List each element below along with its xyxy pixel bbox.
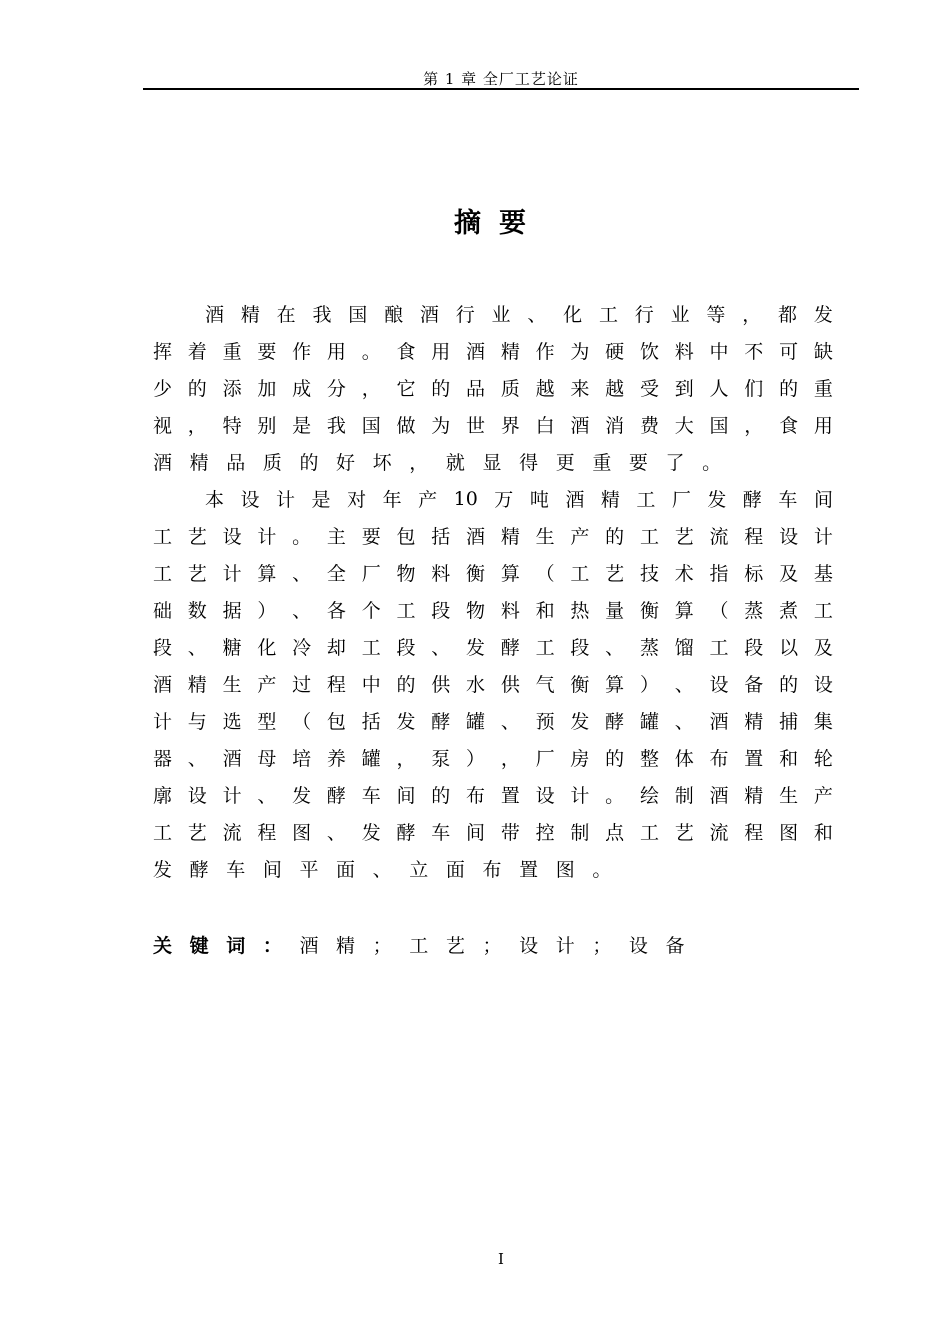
keyword-item: 艺	[445, 935, 465, 957]
abstract-line: 少 的 添 加 成 分 ， 它 的 品 质 越 来 越 受 到 人 们 的 重	[153, 378, 833, 400]
abstract-body	[153, 295, 833, 887]
keyword-separator: ；	[592, 935, 612, 957]
keyword-item: 计	[555, 935, 575, 957]
keyword-item: 设	[519, 935, 539, 957]
abstract-line: 础 数 据 ） 、 各 个 工 段 物 料 和 热 量 衡 算 （ 蒸 煮 工	[153, 600, 833, 622]
abstract-line: 发 酵 车 间 平 面 、 立 面 布 置 图 。	[153, 859, 612, 881]
keywords-label: 键	[189, 935, 209, 957]
abstract-line: 视 ， 特 别 是 我 国 做 为 世 界 白 酒 消 费 大 国 ， 食 用	[153, 415, 833, 437]
abstract-paragraph	[153, 480, 833, 887]
abstract-paragraph	[153, 295, 833, 480]
keyword-separator: ；	[482, 935, 502, 957]
abstract-line: 酒 精 在 我 国 酿 酒 行 业 、 化 工 行 业 等 ， 都 发	[205, 304, 833, 326]
keywords-label: 词	[226, 935, 246, 957]
keywords-label: 关	[153, 935, 173, 957]
abstract-line: 酒 精 品 质 的 好 坏 ， 就 显 得 更 重 要 了 。	[153, 452, 722, 474]
keyword-item: 酒	[299, 935, 319, 957]
keywords-label: ：	[262, 935, 282, 957]
abstract-line: 工 艺 流 程 图 、 发 酵 车 间 带 控 制 点 工 艺 流 程 图 和	[153, 822, 833, 844]
abstract-line: 计 与 选 型 （ 包 括 发 酵 罐 、 预 发 酵 罐 、 酒 精 捕 集	[153, 711, 833, 733]
keyword-item: 备	[665, 935, 685, 957]
abstract-line: 挥 着 重 要 作 用 。 食 用 酒 精 作 为 硬 饮 料 中 不 可 缺	[153, 341, 833, 363]
abstract-line: 廓 设 计 、 发 酵 车 间 的 布 置 设 计 。 绘 制 酒 精 生 产	[153, 785, 833, 807]
abstract-title: 摘要	[454, 208, 544, 239]
keyword-separator: ；	[372, 935, 392, 957]
abstract-line: 酒 精 生 产 过 程 中 的 供 水 供 气 衡 算 ） 、 设 备 的 设	[153, 674, 833, 696]
abstract-line: 工 艺 计 算 、 全 厂 物 料 衡 算 （ 工 艺 技 术 指 标 及 基	[153, 563, 833, 585]
keywords-line	[153, 926, 685, 963]
abstract-line: 工 艺 设 计 。 主 要 包 括 酒 精 生 产 的 工 艺 流 程 设 计	[153, 526, 833, 548]
abstract-line: 段 、 糖 化 冷 却 工 段 、 发 酵 工 段 、 蒸 馏 工 段 以 及	[153, 637, 833, 659]
keyword-item: 工	[409, 935, 429, 957]
abstract-line: 本 设 计 是 对 年 产 10 万 吨 酒 精 工 厂 发 酵 车 间	[205, 487, 833, 511]
page-number: I	[498, 1250, 504, 1268]
keyword-item: 设	[628, 935, 648, 957]
running-header: 第 1 章 全厂工艺论证	[423, 70, 579, 88]
header-rule	[143, 88, 859, 90]
keyword-item: 精	[336, 935, 356, 957]
abstract-line: 器 、 酒 母 培 养 罐 ， 泵 ） ， 厂 房 的 整 体 布 置 和 轮	[153, 748, 833, 770]
